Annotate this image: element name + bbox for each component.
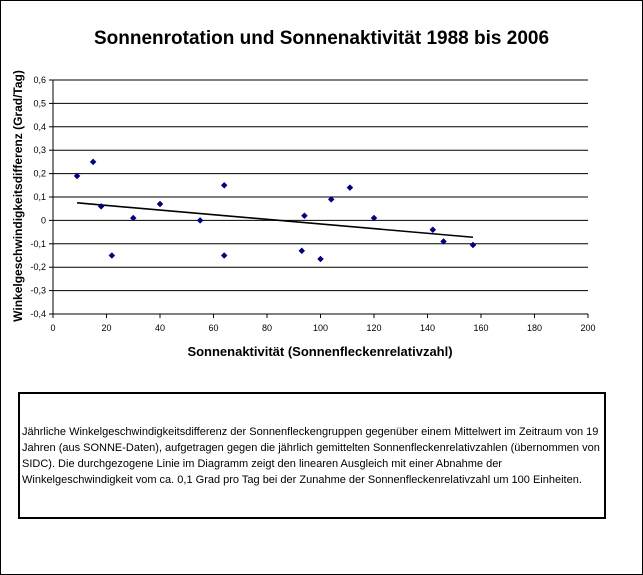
data-point: [299, 248, 305, 254]
x-tick-label: 100: [312, 323, 329, 333]
x-tick-label: 120: [366, 323, 382, 333]
y-tick-label: -0,3: [30, 285, 46, 296]
data-point: [347, 185, 353, 191]
x-axis-label: Sonnenaktivität (Sonnenfleckenrelativzahl): [187, 344, 453, 359]
x-tick-label: 80: [261, 323, 273, 333]
y-tick-label: 0,5: [33, 98, 46, 109]
data-point: [318, 256, 324, 262]
y-tick-label: 0,2: [33, 168, 46, 179]
y-tick-label: 0,6: [33, 75, 46, 85]
data-point: [197, 217, 203, 223]
description-box: [18, 392, 606, 519]
y-axis-label: Winkelgeschwindigkeitsdifferenz (Grad/Tag): [11, 70, 25, 322]
y-tick-label: 0,3: [33, 145, 46, 156]
y-tick-label: 0,4: [33, 121, 46, 132]
y-tick-label: -0,1: [30, 238, 46, 249]
x-tick-label: 60: [208, 323, 219, 333]
data-point: [430, 227, 436, 233]
x-tick-label: 40: [154, 323, 166, 333]
data-point: [90, 159, 96, 165]
x-tick-label: 200: [580, 323, 596, 333]
data-point: [301, 213, 307, 219]
x-tick-label: 180: [526, 323, 543, 333]
data-point: [221, 253, 227, 259]
data-points: [74, 159, 476, 262]
data-point: [157, 201, 163, 207]
x-tick-label: 140: [419, 323, 436, 333]
x-tick-label: 160: [473, 323, 489, 333]
y-tick-label: 0,1: [33, 192, 46, 202]
data-point: [221, 182, 227, 188]
y-tick-labels: [30, 75, 46, 319]
x-tick-label: 20: [101, 323, 112, 333]
data-point: [109, 253, 115, 259]
x-tick-labels: [50, 323, 595, 333]
description-text: Jährliche Winkelgeschwindigkeitsdifferenz der Sonnenfleckengruppen gegenüber einem Mittelwert im Zeitraum von 19 Jahren (aus SONNE-Daten), aufgetragen gegen die jährlich gemittelten Sonnenfleckenrelativzahlen (übernommen von SIDC). Die durchgezogene Linie im Diagramm zeigt den linearen Ausgleich mit einer Abnahme der Winkelgeschwindigkeit vom ca. 0,1 Grad pro Tag bei der Zunahme der Sonnenfleckenrelativzahl um 100 Einheiten.: [22, 426, 600, 486]
data-point: [470, 242, 476, 248]
y-tick-label: -0,4: [30, 309, 46, 319]
y-tick-label: -0,2: [30, 262, 46, 273]
y-tick-label: 0: [40, 215, 46, 226]
x-tick-label: 0: [50, 323, 56, 333]
axes: [49, 80, 588, 318]
chart-title: Sonnenrotation und Sonnenaktivität 1988 bis 2006: [93, 28, 550, 49]
